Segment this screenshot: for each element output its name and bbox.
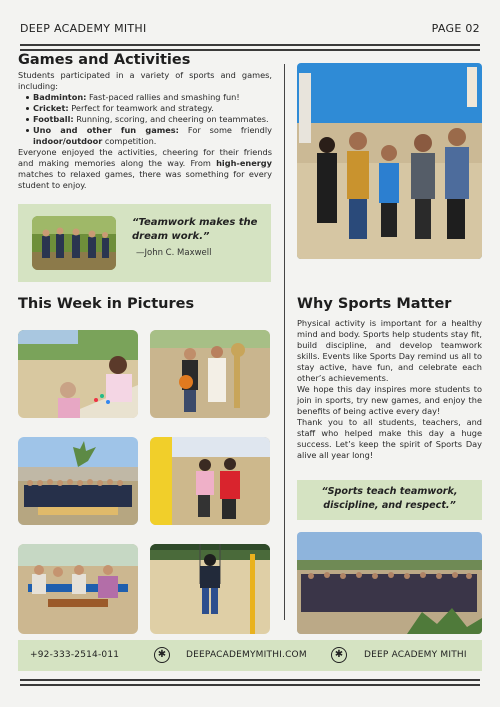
why-sports-title: Why Sports Matter — [297, 296, 452, 312]
games-outro: Everyone enjoyed the activities, cheering for their friends and making memories along the way. From high-energy matches to relaxed games, there was something for every student to enjoy. — [18, 147, 272, 190]
footer-website: DEEPACADEMYMITHI.COM — [186, 650, 307, 660]
games-list — [26, 92, 272, 147]
games-section — [18, 52, 272, 191]
photo-painting — [18, 330, 138, 418]
page-footer — [18, 640, 482, 671]
photo-boys-ball — [150, 330, 270, 418]
footer-rule-top — [20, 679, 480, 681]
photo-swing — [150, 544, 270, 634]
list-item: Cricket: Perfect for teamwork and strategy. — [26, 103, 272, 114]
page-number: PAGE 02 — [431, 22, 480, 35]
list-item: Football: Running, scoring, and cheering on teammates. — [26, 114, 272, 125]
header-brand: DEEP ACADEMY MITHI — [20, 22, 147, 35]
asterisk-icon: ✱ — [331, 647, 347, 663]
list-item: Badminton: Fast-paced rallies and smashing fun! — [26, 92, 272, 103]
why-sports-body — [297, 318, 482, 461]
list-item: Uno and other fun games: For some friendly indoor/outdoor competition. — [26, 125, 272, 147]
games-title: Games and Activities — [18, 52, 191, 68]
sports-quote-box — [297, 480, 482, 520]
pictures-title: This Week in Pictures — [18, 296, 195, 312]
teamwork-quote-author: —John C. Maxwell — [136, 248, 212, 258]
page-header — [0, 0, 500, 56]
photo-two-girls — [150, 437, 270, 525]
photo-assembly-crowd — [297, 532, 482, 634]
teamwork-quote-text: “Teamwork makes the dream work.” — [132, 217, 258, 242]
why-sports-paragraph: Physical activity is important for a healthy mind and body. Sports help students stay fit, build discipline, and develop teamwork skills. Events like Sports Day remind us all to stay active, have fun, and celebrate each other’s achievements. — [297, 318, 482, 383]
why-sports-paragraph: We hope this day inspires more students to join in sports, try new games, and enjoy the benefits of being active every day! — [297, 384, 482, 416]
footer-rule-bottom — [20, 684, 480, 686]
games-intro: Students participated in a variety of sports and games, including: — [18, 70, 272, 91]
sports-quote-text: “Sports teach teamwork, discipline, and respect.” — [321, 486, 458, 511]
footer-phone: +92-333-2514-011 — [30, 650, 120, 660]
header-rule-bottom — [20, 49, 480, 51]
why-sports-paragraph: Thank you to all students, teachers, and staff who helped make this day a huge success. Let’s keep the spirit of Sports Day alive all year long! — [297, 417, 482, 460]
footer-school-name: DEEP ACADEMY MITHI — [364, 650, 467, 660]
header-rule-top — [20, 44, 480, 46]
photo-cricket-team — [297, 63, 482, 259]
photo-school-group — [18, 437, 138, 525]
column-divider — [284, 64, 285, 620]
teamwork-quote-box — [18, 204, 271, 282]
asterisk-icon: ✱ — [154, 647, 170, 663]
group-photo-thumbnail — [32, 216, 116, 270]
photo-ride-kids — [18, 544, 138, 634]
